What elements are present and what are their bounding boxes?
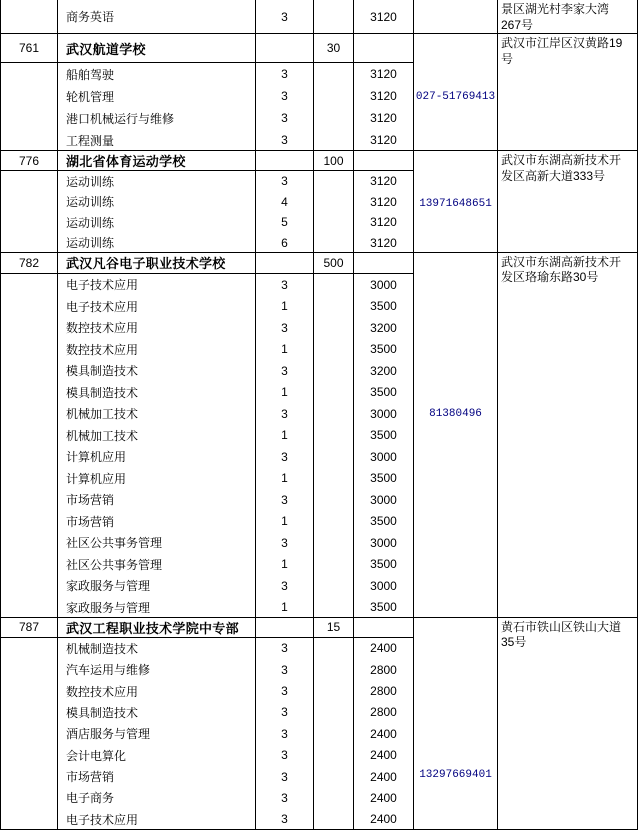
program-row bbox=[1, 274, 413, 296]
address-line: 267号 bbox=[501, 17, 534, 32]
years-cell: 3 bbox=[255, 680, 313, 701]
program-name: 电子技术应用 bbox=[57, 809, 255, 830]
fee-cell: 3000 bbox=[353, 446, 413, 468]
years-cell: 3 bbox=[255, 638, 313, 659]
plan-cell bbox=[313, 192, 353, 212]
program-row bbox=[1, 171, 413, 191]
program-row bbox=[1, 0, 413, 33]
school-block bbox=[1, 150, 637, 252]
years-cell: 3 bbox=[255, 107, 313, 129]
phone-cell bbox=[413, 151, 497, 252]
plan-cell bbox=[313, 424, 353, 446]
school-name: 武汉工程职业技术学院中专部 bbox=[57, 618, 255, 637]
fee-cell: 3120 bbox=[353, 192, 413, 212]
fee-cell: 3120 bbox=[353, 212, 413, 232]
program-name: 电子技术应用 bbox=[57, 274, 255, 296]
plan-cell bbox=[313, 274, 353, 296]
plan-cell bbox=[313, 532, 353, 554]
code-cell bbox=[1, 446, 57, 468]
address-line: 武汉市江岸区汉黄路19 bbox=[501, 36, 623, 50]
years-cell: 5 bbox=[255, 212, 313, 232]
school-left bbox=[1, 253, 413, 618]
years-cell: 1 bbox=[255, 381, 313, 403]
school-header-row bbox=[1, 253, 413, 274]
years-cell: 3 bbox=[255, 63, 313, 85]
years-cell: 3 bbox=[255, 317, 313, 339]
program-row bbox=[1, 680, 413, 701]
address-line: 发区珞瑜东路30号 bbox=[501, 270, 599, 285]
program-name: 数控技术应用 bbox=[57, 338, 255, 360]
fee-cell: 2800 bbox=[353, 659, 413, 680]
fee-cell: 3500 bbox=[353, 381, 413, 403]
years-cell: 3 bbox=[255, 85, 313, 107]
program-name: 数控技术应用 bbox=[57, 680, 255, 701]
address-line: 黄石市铁山区铁山大道 bbox=[501, 619, 622, 634]
program-row bbox=[1, 809, 413, 830]
years-cell: 3 bbox=[255, 723, 313, 744]
school-code: 787 bbox=[18, 620, 40, 635]
program-name: 商务英语 bbox=[57, 0, 255, 33]
plan-cell bbox=[313, 338, 353, 360]
program-row bbox=[1, 510, 413, 532]
years-cell: 3 bbox=[255, 745, 313, 766]
years-cell: 3 bbox=[255, 575, 313, 597]
program-name: 模具制造技术 bbox=[57, 360, 255, 382]
leading-row-block bbox=[1, 0, 637, 33]
code-cell bbox=[1, 381, 57, 403]
code-cell bbox=[1, 745, 57, 766]
plan-cell bbox=[313, 63, 353, 85]
code-cell bbox=[1, 680, 57, 701]
years-cell bbox=[255, 618, 313, 637]
fee-cell: 3000 bbox=[353, 575, 413, 597]
program-row bbox=[1, 446, 413, 468]
fee-cell: 2400 bbox=[353, 723, 413, 744]
program-name: 家政服务与管理 bbox=[57, 596, 255, 618]
fee-cell: 3120 bbox=[353, 232, 413, 252]
program-row bbox=[1, 85, 413, 107]
school-header-row bbox=[1, 618, 413, 638]
school-name: 武汉凡谷电子职业技术学校 bbox=[57, 253, 255, 273]
plan-cell bbox=[313, 723, 353, 744]
years-cell: 3 bbox=[255, 446, 313, 468]
code-cell bbox=[1, 317, 57, 339]
program-row bbox=[1, 553, 413, 575]
program-name: 船舶驾驶 bbox=[57, 63, 255, 85]
program-row bbox=[1, 129, 413, 151]
school-left bbox=[1, 151, 413, 253]
fee-cell: 3500 bbox=[353, 338, 413, 360]
fee-cell: 3120 bbox=[353, 129, 413, 151]
fee-cell: 2400 bbox=[353, 787, 413, 808]
years-cell: 3 bbox=[255, 489, 313, 511]
program-row bbox=[1, 212, 413, 232]
program-name: 社区公共事务管理 bbox=[57, 553, 255, 575]
program-name: 市场营销 bbox=[57, 489, 255, 511]
plan-count: 30 bbox=[313, 34, 353, 62]
plan-cell bbox=[313, 489, 353, 511]
fee-cell: 3500 bbox=[353, 467, 413, 489]
plan-cell bbox=[313, 575, 353, 597]
program-name: 计算机应用 bbox=[57, 467, 255, 489]
program-name: 汽车运用与维修 bbox=[57, 659, 255, 680]
program-name: 机械加工技术 bbox=[57, 403, 255, 425]
address-cell bbox=[497, 618, 637, 829]
school-block bbox=[1, 252, 637, 617]
program-row bbox=[1, 338, 413, 360]
school-block bbox=[1, 617, 637, 829]
plan-cell bbox=[313, 360, 353, 382]
plan-cell bbox=[313, 553, 353, 575]
plan-cell bbox=[313, 0, 353, 33]
code-cell bbox=[1, 424, 57, 446]
fee-cell: 3120 bbox=[353, 107, 413, 129]
program-row bbox=[1, 787, 413, 808]
school-left bbox=[1, 618, 413, 830]
program-row bbox=[1, 381, 413, 403]
program-name: 运动训练 bbox=[57, 171, 255, 191]
fee-cell bbox=[353, 618, 413, 637]
program-row bbox=[1, 232, 413, 252]
plan-cell bbox=[313, 680, 353, 701]
years-cell: 3 bbox=[255, 809, 313, 830]
code-cell bbox=[1, 809, 57, 830]
address-cell bbox=[497, 151, 637, 252]
fee-cell: 2400 bbox=[353, 809, 413, 830]
school-header-row bbox=[1, 151, 413, 171]
years-cell: 1 bbox=[255, 596, 313, 618]
years-cell: 4 bbox=[255, 192, 313, 212]
plan-cell bbox=[313, 381, 353, 403]
program-name: 会计电算化 bbox=[57, 745, 255, 766]
plan-count: 500 bbox=[313, 253, 353, 273]
fee-cell: 3120 bbox=[353, 0, 413, 33]
program-row bbox=[1, 702, 413, 723]
code-cell bbox=[1, 553, 57, 575]
school-block bbox=[1, 33, 637, 150]
program-row bbox=[1, 424, 413, 446]
years-cell: 3 bbox=[255, 702, 313, 723]
fee-cell: 3000 bbox=[353, 403, 413, 425]
program-name: 家政服务与管理 bbox=[57, 575, 255, 597]
fee-cell bbox=[353, 253, 413, 273]
years-cell: 3 bbox=[255, 360, 313, 382]
program-row bbox=[1, 638, 413, 659]
program-row bbox=[1, 575, 413, 597]
address-cell bbox=[497, 0, 637, 33]
program-name: 市场营销 bbox=[57, 766, 255, 787]
plan-cell bbox=[313, 171, 353, 191]
plan-count: 15 bbox=[313, 618, 353, 637]
plan-cell bbox=[313, 403, 353, 425]
plan-cell bbox=[313, 317, 353, 339]
plan-cell bbox=[313, 85, 353, 107]
plan-cell bbox=[313, 809, 353, 830]
code-cell bbox=[1, 510, 57, 532]
years-cell: 6 bbox=[255, 232, 313, 252]
fee-cell: 3000 bbox=[353, 532, 413, 554]
code-cell bbox=[1, 575, 57, 597]
code-cell bbox=[1, 638, 57, 659]
years-cell: 3 bbox=[255, 659, 313, 680]
plan-cell bbox=[313, 467, 353, 489]
school-code: 782 bbox=[18, 255, 40, 270]
plan-cell bbox=[313, 766, 353, 787]
years-cell bbox=[255, 253, 313, 273]
address-cell bbox=[497, 34, 637, 150]
fee-cell: 3500 bbox=[353, 510, 413, 532]
code-cell bbox=[1, 232, 57, 252]
fee-cell: 3000 bbox=[353, 274, 413, 296]
fee-cell: 3500 bbox=[353, 596, 413, 618]
address-line: 发区高新大道333号 bbox=[501, 168, 606, 183]
program-row bbox=[1, 403, 413, 425]
phone-cell bbox=[413, 253, 497, 617]
program-name: 酒店服务与管理 bbox=[57, 723, 255, 744]
plan-cell bbox=[313, 702, 353, 723]
fee-cell: 3120 bbox=[353, 171, 413, 191]
program-row bbox=[1, 532, 413, 554]
code-cell bbox=[1, 85, 57, 107]
address-line: 35号 bbox=[501, 635, 527, 650]
program-name: 轮机管理 bbox=[57, 85, 255, 107]
years-cell: 3 bbox=[255, 787, 313, 808]
fee-cell: 3200 bbox=[353, 317, 413, 339]
program-name: 社区公共事务管理 bbox=[57, 532, 255, 554]
code-cell bbox=[1, 787, 57, 808]
plan-cell bbox=[313, 787, 353, 808]
address-line: 号 bbox=[501, 51, 514, 66]
fee-cell: 2400 bbox=[353, 638, 413, 659]
program-name: 机械加工技术 bbox=[57, 424, 255, 446]
program-name: 机械制造技术 bbox=[57, 638, 255, 659]
years-cell: 1 bbox=[255, 424, 313, 446]
code-cell bbox=[1, 212, 57, 232]
years-cell: 1 bbox=[255, 510, 313, 532]
school-code: 776 bbox=[18, 153, 40, 168]
school-name: 湖北省体育运动学校 bbox=[57, 151, 255, 170]
fee-cell: 2800 bbox=[353, 680, 413, 701]
program-row bbox=[1, 467, 413, 489]
years-cell: 3 bbox=[255, 129, 313, 151]
program-name: 港口机械运行与维修 bbox=[57, 107, 255, 129]
code-cell bbox=[1, 467, 57, 489]
plan-cell bbox=[313, 638, 353, 659]
code-cell bbox=[1, 171, 57, 191]
school-blocks-container bbox=[1, 33, 637, 829]
program-name: 运动训练 bbox=[57, 232, 255, 252]
fee-cell: 3200 bbox=[353, 360, 413, 382]
program-name: 电子技术应用 bbox=[57, 295, 255, 317]
program-name: 电子商务 bbox=[57, 787, 255, 808]
fee-cell: 2800 bbox=[353, 702, 413, 723]
code-cell bbox=[1, 723, 57, 744]
address-cell bbox=[497, 253, 637, 617]
code-cell bbox=[1, 107, 57, 129]
code-cell bbox=[1, 63, 57, 85]
code-cell bbox=[1, 532, 57, 554]
address-line: 景区湖光村李家大湾 bbox=[501, 2, 610, 16]
code-cell bbox=[1, 129, 57, 151]
phone-number: 13297669401 bbox=[419, 769, 492, 782]
program-name: 模具制造技术 bbox=[57, 702, 255, 723]
years-cell: 1 bbox=[255, 295, 313, 317]
years-cell bbox=[255, 151, 313, 170]
fee-cell: 3500 bbox=[353, 553, 413, 575]
code-cell bbox=[1, 274, 57, 296]
program-row bbox=[1, 107, 413, 129]
phone-number: 13971648651 bbox=[419, 198, 492, 211]
program-name: 模具制造技术 bbox=[57, 381, 255, 403]
program-row bbox=[1, 489, 413, 511]
school-header-row bbox=[1, 34, 413, 63]
code-cell bbox=[1, 489, 57, 511]
years-cell bbox=[255, 34, 313, 62]
address-line: 武汉市东湖高新技术开 bbox=[501, 254, 622, 269]
school-left bbox=[1, 34, 413, 151]
code-cell bbox=[1, 360, 57, 382]
years-cell: 1 bbox=[255, 338, 313, 360]
program-row bbox=[1, 659, 413, 680]
code-cell bbox=[1, 338, 57, 360]
program-name: 计算机应用 bbox=[57, 446, 255, 468]
fee-cell: 2400 bbox=[353, 745, 413, 766]
plan-cell bbox=[313, 232, 353, 252]
code-cell bbox=[1, 192, 57, 212]
years-cell: 3 bbox=[255, 171, 313, 191]
fee-cell: 3500 bbox=[353, 424, 413, 446]
plan-count: 100 bbox=[313, 151, 353, 170]
program-row bbox=[1, 63, 413, 85]
code-cell bbox=[1, 295, 57, 317]
program-name: 运动训练 bbox=[57, 212, 255, 232]
plan-cell bbox=[313, 212, 353, 232]
program-name: 市场营销 bbox=[57, 510, 255, 532]
program-row bbox=[1, 745, 413, 766]
program-name: 运动训练 bbox=[57, 192, 255, 212]
plan-cell bbox=[313, 745, 353, 766]
fee-cell: 3500 bbox=[353, 295, 413, 317]
phone-number: 81380496 bbox=[429, 407, 482, 420]
phone-cell bbox=[413, 0, 497, 33]
code-cell bbox=[1, 659, 57, 680]
fee-cell: 2400 bbox=[353, 766, 413, 787]
years-cell: 3 bbox=[255, 274, 313, 296]
program-row bbox=[1, 596, 413, 618]
program-row bbox=[1, 192, 413, 212]
code-cell bbox=[1, 702, 57, 723]
fee-cell bbox=[353, 151, 413, 170]
years-cell: 3 bbox=[255, 0, 313, 33]
plan-cell bbox=[313, 596, 353, 618]
program-row bbox=[1, 360, 413, 382]
fee-cell: 3120 bbox=[353, 85, 413, 107]
plan-cell bbox=[313, 446, 353, 468]
program-row bbox=[1, 317, 413, 339]
fee-cell: 3000 bbox=[353, 489, 413, 511]
leading-left bbox=[1, 0, 413, 33]
plan-cell bbox=[313, 659, 353, 680]
program-row bbox=[1, 723, 413, 744]
phone-cell bbox=[413, 34, 497, 150]
years-cell: 1 bbox=[255, 553, 313, 575]
code-cell bbox=[1, 403, 57, 425]
program-name: 数控技术应用 bbox=[57, 317, 255, 339]
years-cell: 3 bbox=[255, 532, 313, 554]
years-cell: 3 bbox=[255, 403, 313, 425]
years-cell: 3 bbox=[255, 766, 313, 787]
code-cell bbox=[1, 766, 57, 787]
plan-cell bbox=[313, 295, 353, 317]
program-name: 工程测量 bbox=[57, 129, 255, 151]
school-name: 武汉航道学校 bbox=[57, 34, 255, 62]
address-line: 武汉市东湖高新技术开 bbox=[501, 153, 622, 168]
plan-cell bbox=[313, 129, 353, 151]
fee-cell: 3120 bbox=[353, 63, 413, 85]
years-cell: 1 bbox=[255, 467, 313, 489]
phone-cell bbox=[413, 618, 497, 829]
plan-cell bbox=[313, 510, 353, 532]
phone-number: 027-51769413 bbox=[415, 91, 496, 104]
program-row bbox=[1, 295, 413, 317]
code-cell bbox=[1, 0, 57, 33]
code-cell bbox=[1, 596, 57, 618]
program-row bbox=[1, 766, 413, 787]
plan-cell bbox=[313, 107, 353, 129]
school-code: 761 bbox=[18, 41, 40, 55]
fee-cell bbox=[353, 34, 413, 62]
